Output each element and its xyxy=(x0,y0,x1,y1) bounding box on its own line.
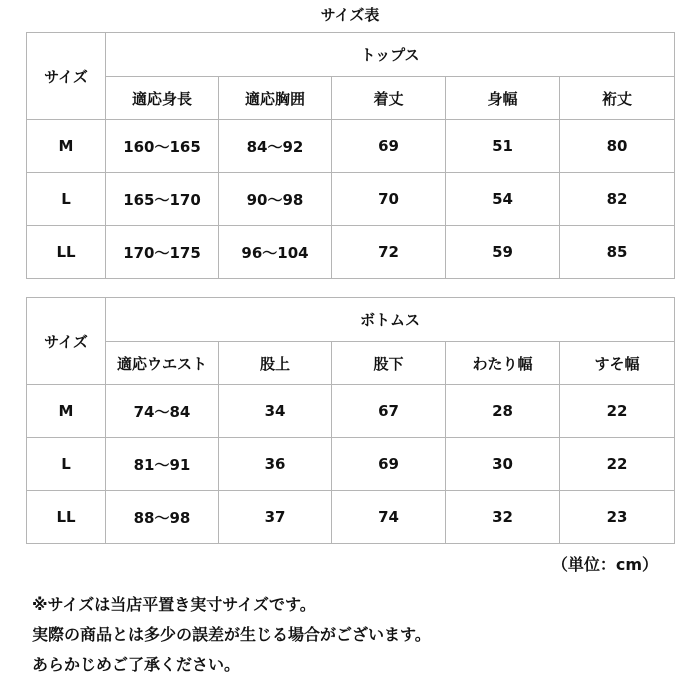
column-header: 着丈 xyxy=(332,77,446,120)
column-header-row xyxy=(27,342,675,385)
table-cell: 70 xyxy=(332,173,446,226)
note-line: 実際の商品とは多少の誤差が生じる場合がございます。 xyxy=(32,625,431,644)
table-cell: 82 xyxy=(560,173,675,226)
table-cell: 51 xyxy=(446,120,560,173)
tops-size-table xyxy=(26,32,675,279)
table-cell: 74～84 xyxy=(106,385,219,438)
column-header: 股下 xyxy=(332,342,446,385)
column-header: 適応胸囲 xyxy=(219,77,332,120)
table-cell: 67 xyxy=(332,385,446,438)
note-line: あらかじめご了承ください。 xyxy=(32,655,241,674)
bottoms-size-table xyxy=(26,297,675,544)
page-title: サイズ表 xyxy=(320,6,380,24)
table-cell: 32 xyxy=(446,491,560,544)
table-cell: 22 xyxy=(560,438,675,491)
table-cell: 90～98 xyxy=(219,173,332,226)
size-label: L xyxy=(27,438,106,491)
table-cell: 69 xyxy=(332,438,446,491)
column-header: 身幅 xyxy=(446,77,560,120)
size-label: L xyxy=(27,173,106,226)
table-cell: 88～98 xyxy=(106,491,219,544)
table-cell: 22 xyxy=(560,385,675,438)
bottoms-group-header: ボトムス xyxy=(106,298,675,342)
table-cell: 28 xyxy=(446,385,560,438)
size-label: M xyxy=(27,385,106,438)
table-cell: 34 xyxy=(219,385,332,438)
column-header: 裄丈 xyxy=(560,77,675,120)
table-cell: 59 xyxy=(446,226,560,279)
note-line: ※サイズは当店平置き実寸サイズです。 xyxy=(32,595,316,614)
table-cell: 72 xyxy=(332,226,446,279)
table-row xyxy=(27,438,675,491)
table-row xyxy=(27,491,675,544)
table-cell: 165～170 xyxy=(106,173,219,226)
table-cell: 96～104 xyxy=(219,226,332,279)
column-header: 適応身長 xyxy=(106,77,219,120)
size-column-header: サイズ xyxy=(27,33,106,120)
table-row xyxy=(27,226,675,279)
table-row xyxy=(27,385,675,438)
column-header: わたり幅 xyxy=(446,342,560,385)
notes xyxy=(32,590,431,680)
size-column-header: サイズ xyxy=(27,298,106,385)
table-cell: 160～165 xyxy=(106,120,219,173)
table-cell: 37 xyxy=(219,491,332,544)
column-header: 適応ウエスト xyxy=(106,342,219,385)
table-cell: 36 xyxy=(219,438,332,491)
unit-note: （単位：cm） xyxy=(551,555,658,574)
table-cell: 81～91 xyxy=(106,438,219,491)
table-cell: 69 xyxy=(332,120,446,173)
table-row xyxy=(27,173,675,226)
column-header-row xyxy=(27,77,675,120)
table-cell: 30 xyxy=(446,438,560,491)
table-cell: 84～92 xyxy=(219,120,332,173)
size-label: LL xyxy=(27,491,106,544)
table-cell: 23 xyxy=(560,491,675,544)
size-label: M xyxy=(27,120,106,173)
table-cell: 80 xyxy=(560,120,675,173)
table-header-row xyxy=(27,33,675,77)
table-row xyxy=(27,120,675,173)
table-cell: 74 xyxy=(332,491,446,544)
table-cell: 54 xyxy=(446,173,560,226)
table-header-row xyxy=(27,298,675,342)
tops-group-header: トップス xyxy=(106,33,675,77)
column-header: 股上 xyxy=(219,342,332,385)
table-cell: 170～175 xyxy=(106,226,219,279)
column-header: すそ幅 xyxy=(560,342,675,385)
table-cell: 85 xyxy=(560,226,675,279)
size-label: LL xyxy=(27,226,106,279)
